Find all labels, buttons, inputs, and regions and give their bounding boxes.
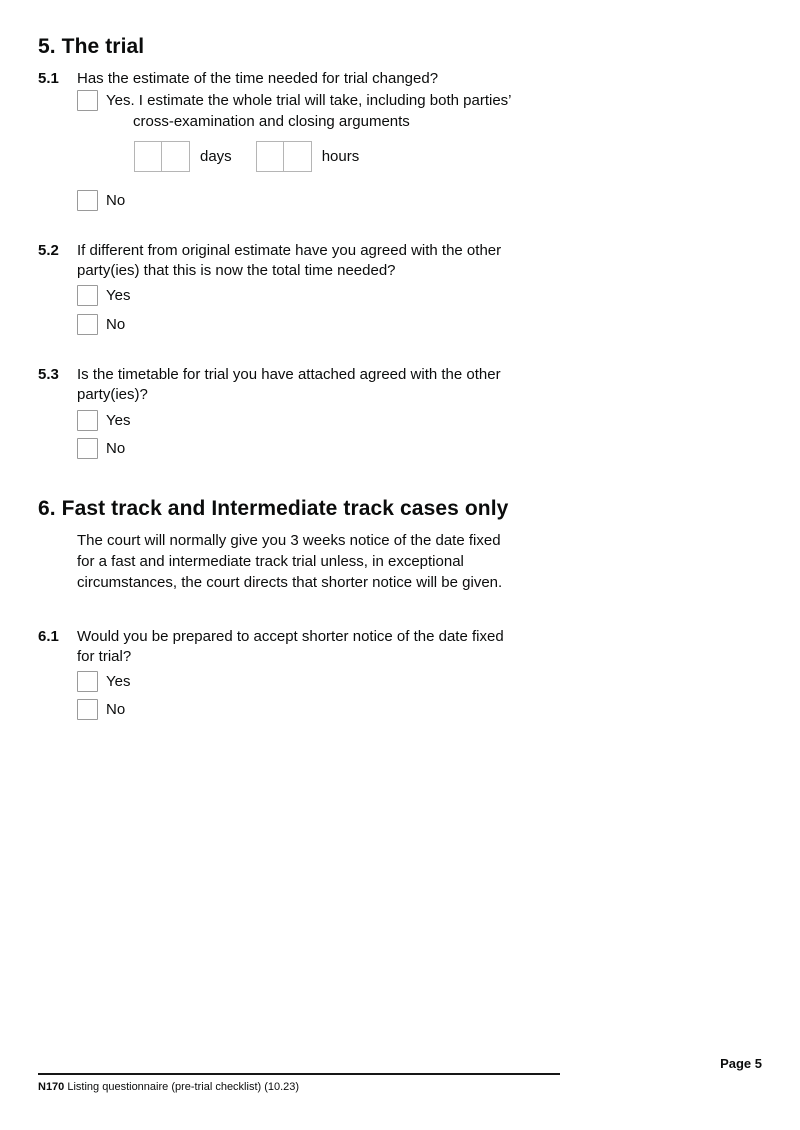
intro-text-line: circumstances, the court directs that shorter notice will be given. [77, 574, 503, 591]
hours-input [256, 141, 312, 172]
trial-duration-inputs [134, 141, 578, 172]
option-5-2-no [77, 314, 578, 336]
checkbox-label: No [106, 192, 126, 209]
option-5-1-yes [77, 90, 578, 132]
question-number: 5.1 [38, 70, 59, 87]
question-text-line: party(ies)? [77, 386, 148, 403]
question-text-line: party(ies) that this is now the total time needed? [77, 262, 396, 279]
section-5-heading: 5. The trial [38, 35, 145, 58]
hours-unit-label: hours [321, 148, 360, 165]
question-5-3 [38, 365, 578, 460]
days-input-cell-1[interactable] [134, 141, 162, 172]
checkbox-label: No [106, 440, 126, 457]
option-6-1-yes [77, 671, 578, 693]
intro-text-line: for a fast and intermediate track trial unless, in exceptional [77, 553, 464, 570]
question-text-line: If different from original estimate have you agreed with the other [77, 242, 502, 259]
section-6-intro [77, 530, 578, 593]
option-5-2-yes [77, 285, 578, 307]
checkbox-label [106, 90, 512, 132]
footer-form-reference [38, 1081, 299, 1094]
form-title: Listing questionnaire (pre-trial checklist) (10.23) [67, 1081, 300, 1093]
question-5-2 [38, 241, 578, 336]
option-6-1-no [77, 699, 578, 721]
page-number: Page 5 [720, 1056, 762, 1071]
checkbox-label: Yes [106, 412, 131, 429]
checkbox-6-1-yes[interactable] [77, 671, 98, 692]
option-5-3-yes [77, 410, 578, 432]
question-text: Has the estimate of the time needed for trial changed? [77, 70, 439, 87]
footer-rule [38, 1073, 560, 1075]
option-5-1-no [77, 190, 578, 212]
checkbox-5-3-no[interactable] [77, 438, 98, 459]
checkbox-5-2-yes[interactable] [77, 285, 98, 306]
checkbox-label: Yes [106, 287, 131, 304]
checkbox-label: Yes [106, 673, 131, 690]
question-number: 6.1 [38, 628, 59, 645]
days-unit-label: days [200, 148, 232, 165]
checkbox-label: No [106, 701, 126, 718]
hours-input-cell-1[interactable] [256, 141, 284, 172]
checkbox-label-line: cross-examination and closing arguments [133, 113, 410, 130]
checkbox-6-1-no[interactable] [77, 699, 98, 720]
checkbox-5-1-no[interactable] [77, 190, 98, 211]
question-text-line: Would you be prepared to accept shorter notice of the date fixed [77, 628, 504, 645]
question-text-line: for trial? [77, 648, 132, 665]
option-5-3-no [77, 438, 578, 460]
question-5-1 [38, 69, 578, 212]
form-content [38, 34, 578, 721]
question-number: 5.2 [38, 242, 59, 259]
checkbox-5-2-no[interactable] [77, 314, 98, 335]
hours-input-cell-2[interactable] [284, 141, 312, 172]
checkbox-5-3-yes[interactable] [77, 410, 98, 431]
days-input-cell-2[interactable] [162, 141, 190, 172]
form-code: N170 [38, 1081, 65, 1093]
question-text-line: Is the timetable for trial you have attached agreed with the other [77, 366, 501, 383]
question-6-1 [38, 627, 578, 721]
checkbox-label-line: Yes. I estimate the whole trial will take, including both parties’ [106, 92, 512, 109]
question-number: 5.3 [38, 366, 59, 383]
intro-text-line: The court will normally give you 3 weeks notice of the date fixed [77, 532, 501, 549]
checkbox-label: No [106, 316, 126, 333]
section-6-heading: 6. Fast track and Intermediate track cases only [38, 497, 509, 520]
checkbox-5-1-yes[interactable] [77, 90, 98, 111]
days-input [134, 141, 190, 172]
